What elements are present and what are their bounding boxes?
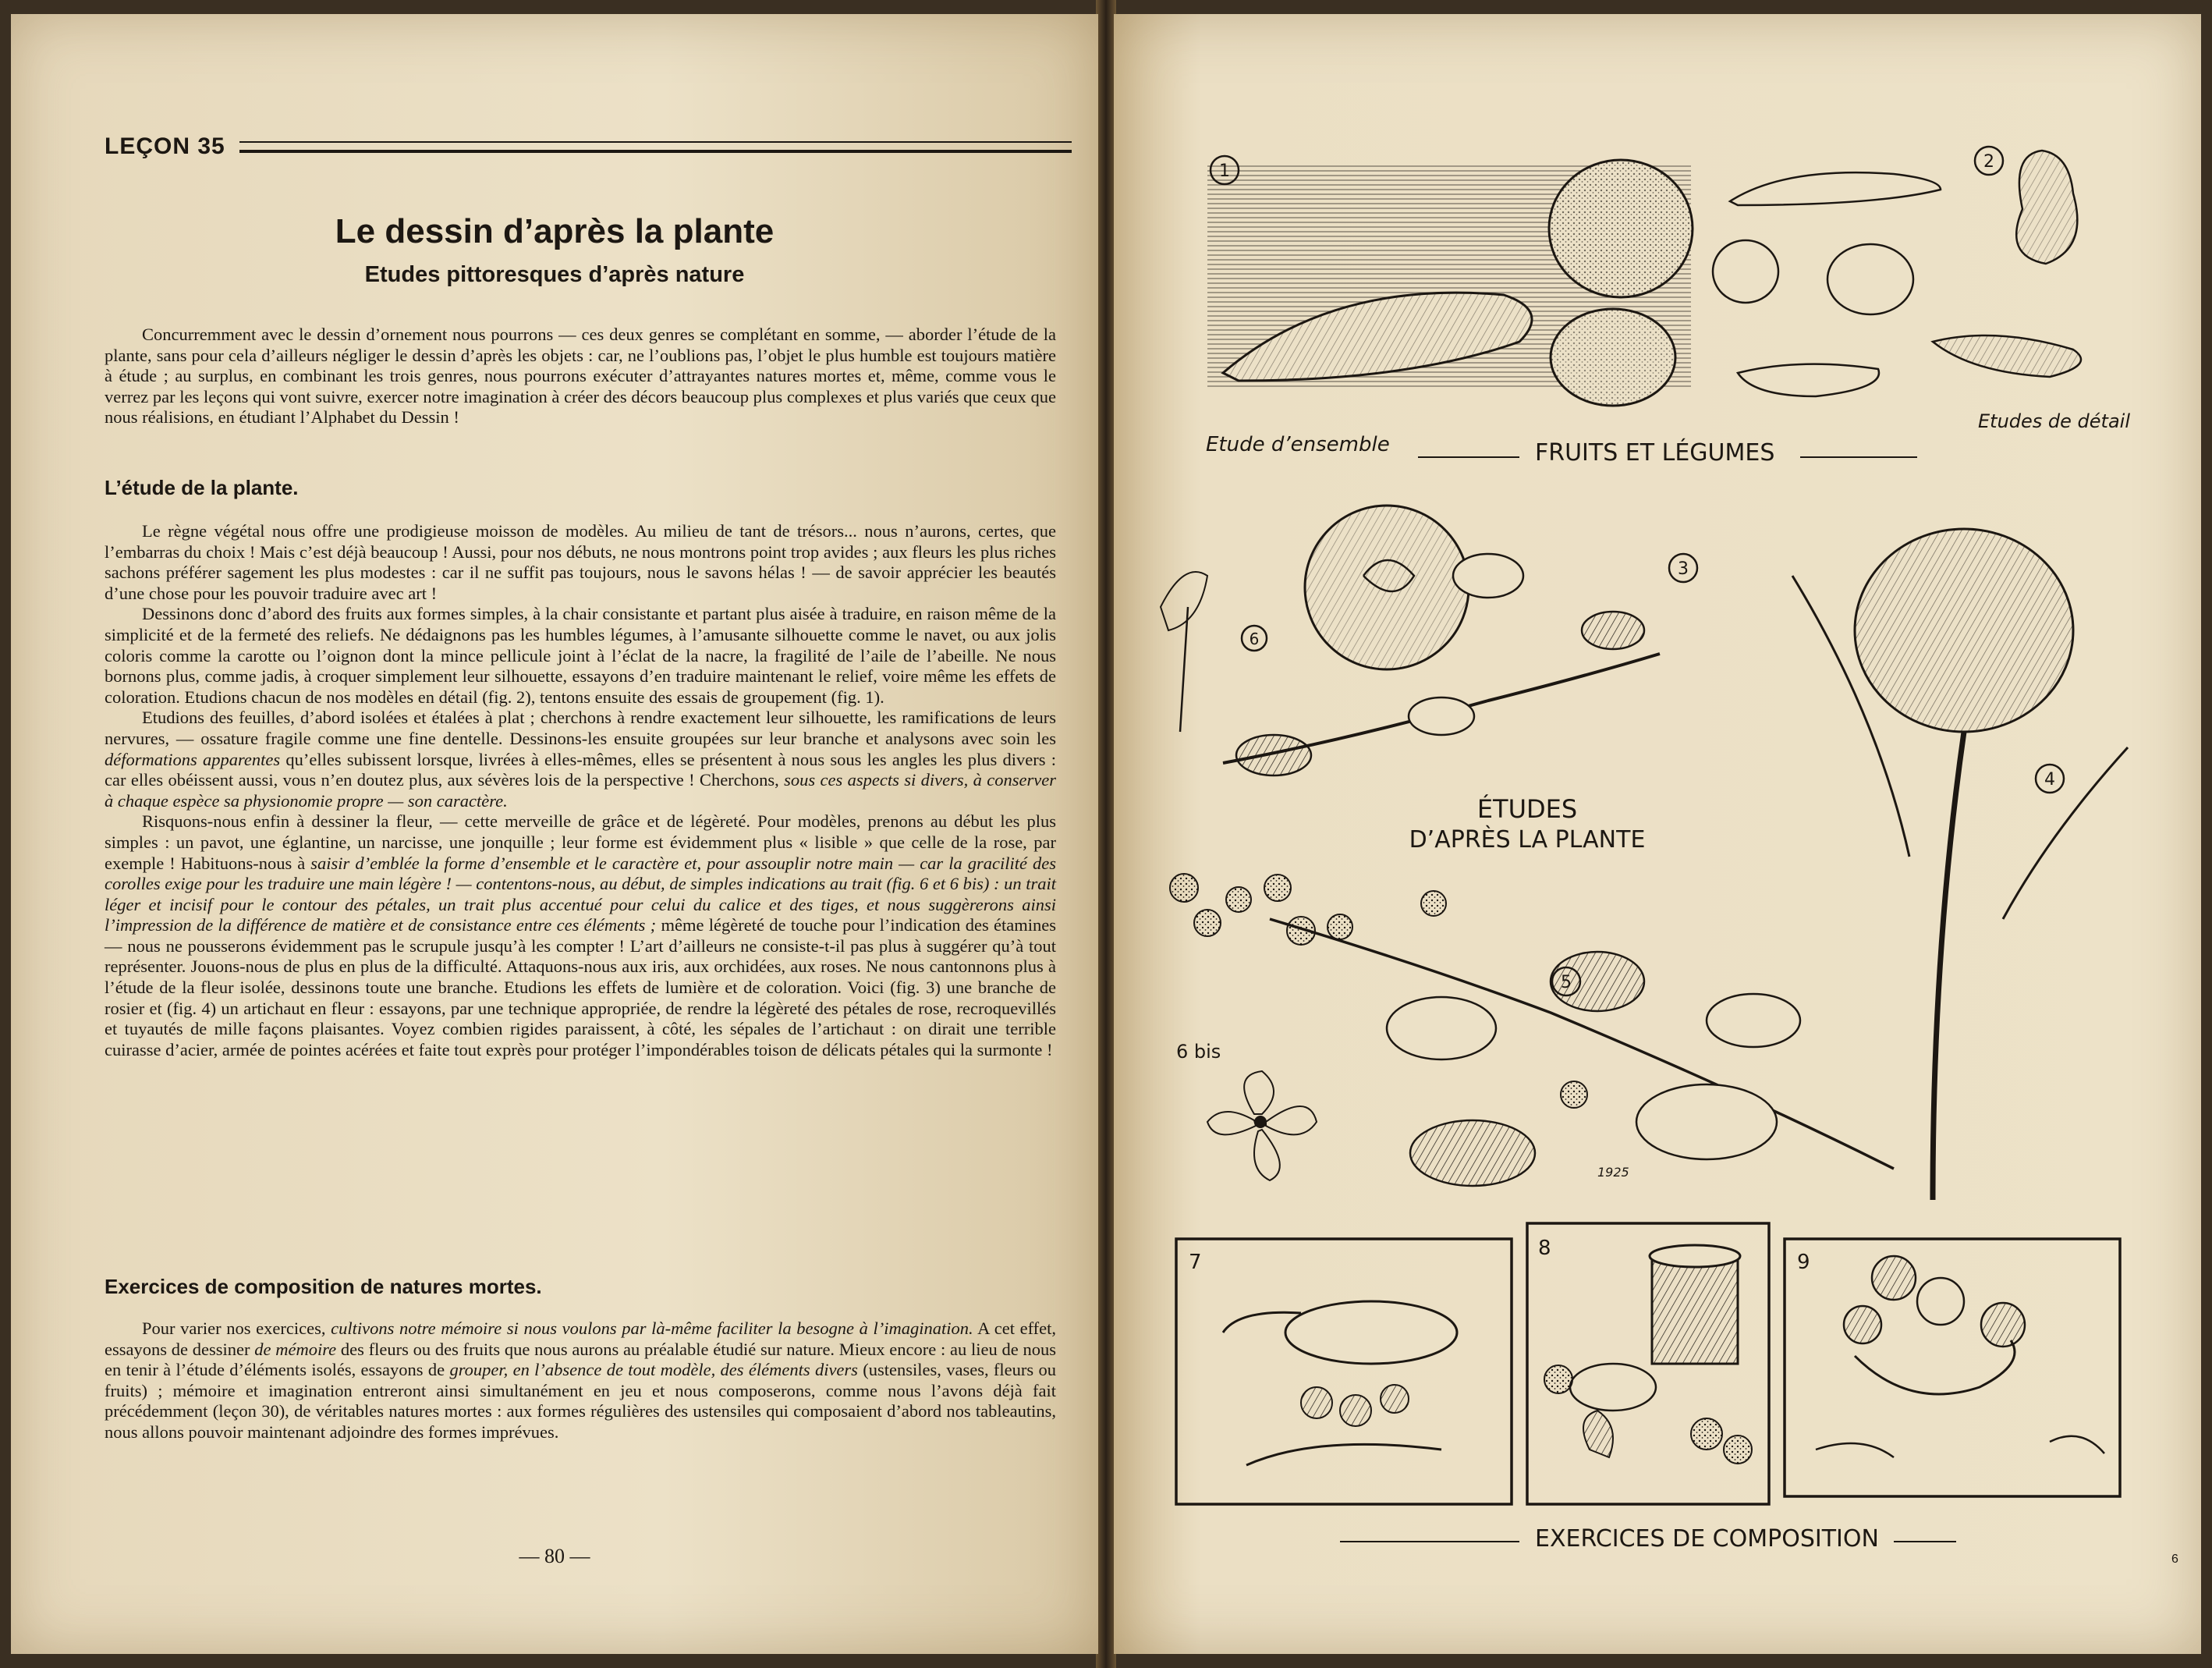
- right-page: [1114, 14, 2201, 1654]
- artichoke-leaf-right: [2003, 747, 2128, 919]
- fig6-number: 6: [1249, 630, 1260, 648]
- plate3-caption: EXERCICES DE COMPOSITION: [1535, 1525, 1879, 1553]
- fig1-drawing: [1206, 156, 1693, 456]
- apple-shading: [1549, 160, 1693, 297]
- text-run: (ustensiles, vases, fleurs ou fruits) ; mémoire et imagination entreront ainsi simultanément en jeu et nous composerons, comme nous l’avons déjà fait précédemment (leçon 30), de véritables natures mortes : aux formes régulières des ustensiles qui composaient d’abord nos tableautins, nous allons pouvoir maintenant adjoindre des formes imprévues.: [105, 1360, 1056, 1442]
- petal: [1244, 1071, 1274, 1114]
- fig8-number: 8: [1538, 1237, 1551, 1260]
- bouquet-flower: [1981, 1303, 2025, 1347]
- text-run: des fleurs ou des fruits que nous aurons au préalable étudié sur nature. Mieux encore : au lieu de nous en tenir à l’étude d’éléments isolés, essayons de: [105, 1339, 1056, 1380]
- bramble-leaf-5: [1707, 994, 1800, 1047]
- sheet-number: 6: [2171, 1553, 2178, 1566]
- plate1-caption: FRUITS ET LÉGUMES: [1535, 439, 1775, 467]
- berry: [1264, 875, 1291, 901]
- plate2-caption-line2: D’APRÈS LA PLANTE: [1409, 826, 1646, 854]
- text-run: Etudions des feuilles, d’abord isolées et étalées à plat ; cherchons à rendre exactement leur silhouette, les ramifications de leurs nervures, — ossature fragile comme une fine dentelle. Dessinons-les ensuite groupées sur leur branche et analysons avec soin les: [105, 708, 1056, 748]
- intro-paragraph: Concurremment avec le dessin d’ornement nous pourrons — ces deux genres se complétant en somme, — aborder l’étude de la plante, sans pour cela d’ailleurs négliger le dessin d’après les objets : car, ne l’oublions pas, l’objet le plus humble est toujours matière à étude ; au surplus, en combinant les trois genres, nous pourrons exécuter d’attrayantes natures mortes et, même, comme vous le verrez par les leçons qui vont suivre, exercer notre imagination à créer des décors beaucoup plus complexes et plus variés que ceux que nous réalisions, en étudiant l’Alphabet du Dessin !: [105, 325, 1056, 428]
- radish-shape: [1738, 364, 1879, 396]
- lesson-label: LEÇON 35: [105, 133, 225, 159]
- rose-leaf-3: [1409, 697, 1474, 735]
- apple: [1724, 1436, 1752, 1464]
- fig2-drawing: [1713, 147, 2130, 432]
- berry: [1561, 1081, 1587, 1108]
- bramble-leaf-4: [1636, 1084, 1777, 1159]
- artichoke-stem: [1933, 732, 1964, 1200]
- fig6bis-label: 6 bis: [1176, 1041, 1221, 1063]
- illustration-plates: [1114, 14, 2201, 1654]
- lesson-header: [105, 131, 1072, 162]
- section1-paragraph-4: [105, 811, 1056, 1060]
- apple: [1544, 1365, 1572, 1393]
- section1-body: [105, 521, 1056, 1060]
- section1-heading: L’étude de la plante.: [105, 476, 299, 499]
- text-run: Pour varier nos exercices,: [142, 1318, 331, 1338]
- emphasis-run: déformations apparentes: [105, 749, 281, 769]
- emphasis-run: saisir d’emblée la forme d’ensemble et le caractère et, pour assouplir notre main — car la gracilité des corolles exige pour les traduire une main légère ! — contentons-nous, au début, de simples indications au trait (fig. 6 et 6 bis) : un trait léger et incisif pour le contour des pétales, un trait plus accentué pour celui du calice et des tiges, et nous suggèrerons ainsi l’impression de la différence de matière et de consistance entre ces éléments ;: [105, 853, 1056, 935]
- signature: 1925: [1597, 1165, 1629, 1180]
- apple: [1691, 1418, 1722, 1450]
- section2-paragraph-1: [105, 1318, 1056, 1443]
- frame-9: [1785, 1239, 2120, 1496]
- left-page: [11, 14, 1098, 1654]
- page-subtitle: Etudes pittoresques d’après nature: [364, 262, 745, 287]
- plate-exercices-composition: [1176, 1223, 2120, 1553]
- fig7-number: 7: [1189, 1251, 1202, 1274]
- bowl-shape: [1285, 1301, 1457, 1364]
- garlic-shape: [1827, 244, 1913, 314]
- leaf-spray: [1816, 1443, 1894, 1457]
- bramble-leaf-3: [1410, 1120, 1535, 1186]
- fig6-flower: [1161, 572, 1207, 630]
- page-number: — 80 —: [519, 1545, 590, 1567]
- vegetable-bunch: [1246, 1444, 1441, 1465]
- potato: [1340, 1395, 1371, 1426]
- pot-shape: [1652, 1255, 1738, 1364]
- rose-leaf-1: [1453, 554, 1523, 598]
- berry: [1328, 914, 1352, 939]
- plate2-caption-line1: ÉTUDES: [1476, 794, 1578, 824]
- fig4-number: 4: [2044, 770, 2055, 790]
- pear-hatching: [2016, 151, 2077, 264]
- section1-paragraph-1: Le règne végétal nous offre une prodigieuse moisson de modèles. Au milieu de tant de trésors... nous n’aurons, certes, que l’embarras du choix ! Mais c’est déjà beaucoup ! Aussi, pour nos débuts, ne nous montrons point trop avides ; aux fleurs les plus riches sachons préférer sagement les plus modestes : car il ne suffit pas toujours, nous le savons hélas ! — de savoir apprécier les beautés d’une chose pour les pouvoir traduire avec art !: [105, 521, 1056, 603]
- bouquet-flower: [1872, 1256, 1916, 1300]
- rose-leaf-4: [1582, 612, 1644, 649]
- emphasis-run: sous ces aspects si divers, à conserver à chaque espèce sa physionomie propre — son caractère.: [105, 770, 1056, 811]
- berry: [1421, 891, 1446, 916]
- section2-heading: Exercices de composition de natures mortes.: [105, 1275, 542, 1298]
- emphasis-run: cultivons notre mémoire si nous voulons par là-même faciliter la besogne à l’imagination.: [331, 1318, 973, 1338]
- text-run: Risquons-nous enfin à dessiner la fleur, — cette merveille de grâce et de légèreté. Pour modèles, prenons au début les plus simples : un pavot, une églantine, un narcisse, une jonquille ; leur forme est évidemment plus « lisible » que celle de la rose, par exemple ! Habituons-nous à: [105, 811, 1056, 873]
- bouquet-flower: [1844, 1306, 1881, 1343]
- rose-leaf-2: [1236, 735, 1311, 775]
- frame-7: [1176, 1239, 1512, 1504]
- orange-shading: [1551, 309, 1675, 406]
- text-run: qu’elles subissent lorsque, livrées à elles-mêmes, elles se présentent à nous sous les angles les plus divers : car elles obéissent aussi, vous n’en doutez plus, aux sévères lois de la perspective ! Cherchons,: [105, 749, 1057, 790]
- header-rule: [239, 141, 1072, 153]
- plate-etudes-plante: [1161, 506, 2128, 1200]
- berry: [1194, 910, 1221, 936]
- petal: [1207, 1112, 1256, 1134]
- fig6bis-flower: [1207, 1071, 1317, 1180]
- page-title: Le dessin d’après la plante: [335, 212, 775, 250]
- artichoke-shading: [1855, 529, 2073, 732]
- section1-paragraph-2: Dessinons donc d’abord des fruits aux formes simples, à la chair consistante et partant plus aisée à traduire, en raison même de la simplicité et de la fermeté des reliefs. Ne dédaignons pas les humbles légumes, à l’amusante silhouette comme le navet, ou aux jolis coloris comme la carotte ou l’oignon dont la mince pellicule joint à l’éclat de la nacre, la fragilité de l’aile de l’abeille. Ne nous bornons plus, comme jadis, à croquer simplement leur silhouette, essayons d’en traduire maintenant le relief, voire même les effets de coloration. Etudions chacun de nos modèles en détail (fig. 2), tentons ensuite des essais de groupement (fig. 1).: [105, 604, 1056, 707]
- onion-shape: [1713, 240, 1778, 303]
- fig1-label: Etude d’ensemble: [1206, 433, 1390, 456]
- rose-shading: [1305, 506, 1469, 669]
- plate-fruits-legumes: [1206, 147, 2130, 467]
- petal: [1266, 1106, 1317, 1134]
- cup-shape: [1570, 1364, 1656, 1411]
- berry: [1226, 887, 1251, 912]
- pot-lid: [1650, 1245, 1740, 1267]
- text-run: même légèreté de touche pour l’indication des étamines — nous ne pousserons évidemment pas le scrupule jusqu’à les compter ! L’art d’ailleurs ne consiste-t-il pas plus à suggérer qu’à tout représenter. Jouons-nous de plus en plus de la difficulté. Attaquons-nous aux iris, aux orchidées, aux roses. Ne nous cantonnons plus à l’étude de la fleur isolée, dessinons toute une branche. Etudions les effets de lumière et de coloration. Voici (fig. 3) une branche de rosier et (fig. 4) un artichaut en fleur : essayons, par une technique appropriée, de rendre la légèreté des pétales de rose, recroquevillés et tuyautés de mille façons plaisantes. Voyez combien rigides paraissent, à côté, les sépales de l’artichaut : on dirait une terrible cuirasse d’acier, armée de pointes acérées et faite tout exprès pour protéger l’impondérables toison de délicats pétales qui la surmonte !: [105, 915, 1056, 1059]
- text-run: A cet effet, essayons de dessiner: [105, 1318, 1057, 1359]
- petal: [1254, 1130, 1280, 1180]
- bramble-leaf-1: [1387, 997, 1496, 1059]
- emphasis-run: grouper, en l’absence de tout modèle, des éléments divers: [449, 1360, 858, 1380]
- emphasis-run: de mémoire: [254, 1339, 337, 1359]
- fig2-label: Etudes de détail: [1978, 410, 2130, 432]
- berry: [1170, 874, 1198, 902]
- vase-shape: [1855, 1340, 2015, 1394]
- pear: [1583, 1411, 1613, 1457]
- section2-body: [105, 1318, 1056, 1443]
- fig9-number: 9: [1797, 1251, 1810, 1274]
- turnip-shape: [1730, 172, 1941, 205]
- potato: [1381, 1385, 1409, 1413]
- fig2-number: 2: [1983, 152, 1994, 172]
- fig1-number: 1: [1219, 161, 1230, 181]
- intro-paragraph-block: [105, 325, 1056, 428]
- fig5-blackberries: [1170, 874, 1587, 1108]
- fig3-number: 3: [1678, 559, 1689, 579]
- leaf-spray: [2050, 1436, 2104, 1453]
- fig5-number: 5: [1561, 973, 1572, 992]
- bouquet-flower: [1917, 1278, 1964, 1325]
- potato: [1301, 1387, 1332, 1418]
- section1-paragraph-3: [105, 708, 1056, 811]
- flower-center: [1254, 1116, 1267, 1128]
